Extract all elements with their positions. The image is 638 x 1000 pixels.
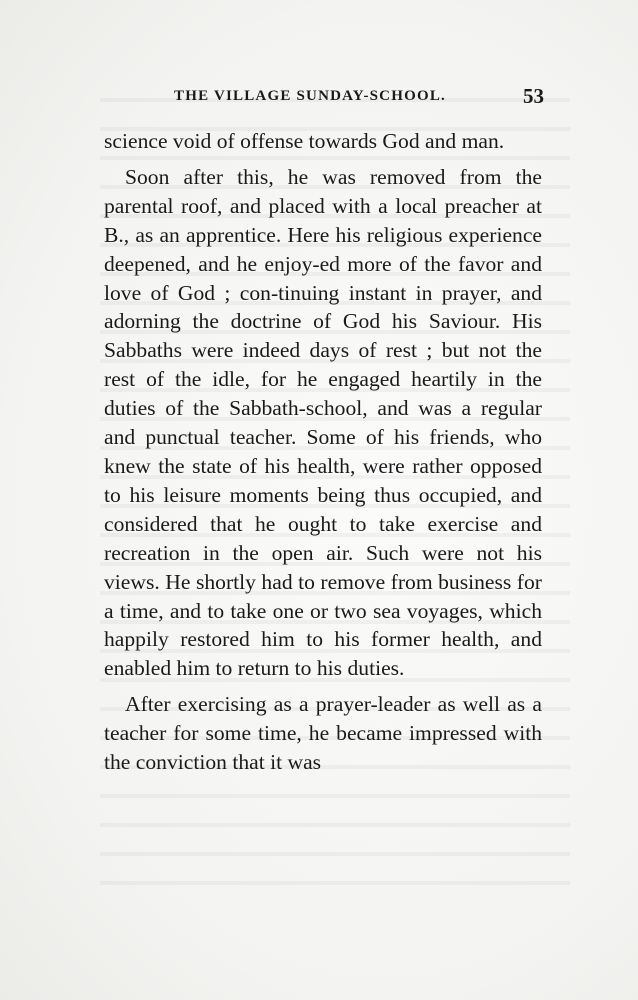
page-number: 53 — [523, 84, 544, 108]
paragraph-continuation: science void of offense towards God and man. — [104, 129, 505, 153]
page-header — [104, 84, 544, 114]
running-title: THE VILLAGE SUNDAY-SCHOOL. — [174, 88, 446, 104]
paragraph: After exercising as a prayer-leader as well as a teacher for some time, he became impressed with the conviction that it was — [104, 692, 542, 775]
body-text — [104, 127, 542, 777]
paragraph: Soon after this, he was removed from the parental roof, and placed with a local preacher at B., as an apprentice. Here his religious experience deepened, and he enjoy-ed more of the favor and love of God ; con-tinuing instant in prayer, and adorning the doctrine of God his Saviour. His Sabbaths were indeed days of rest ; but not the rest of the idle, for he engaged heartily in the duties of the Sabbath-school, and was a regular and punctual teacher. Some of his friends, who knew the state of his health, were rather opposed to his leisure moments being thus occupied, and considered that he ought to take exercise and recreation in the open air. Such were not his views. He shortly had to remove from business for a time, and to take one or two sea voyages, which happily restored him to his former health, and enabled him to return to his duties. — [104, 164, 542, 681]
